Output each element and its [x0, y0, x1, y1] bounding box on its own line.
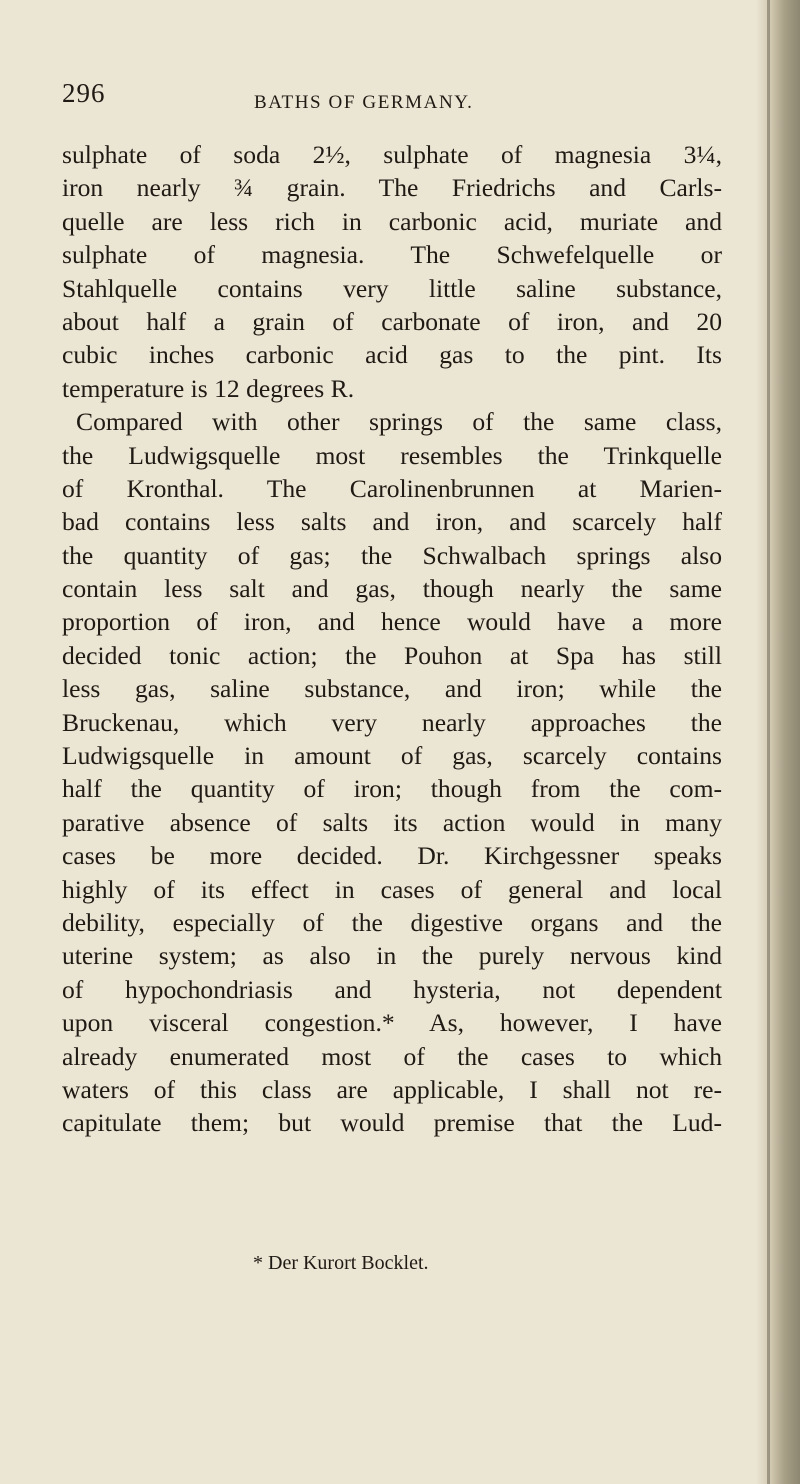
text-line: bad contains less salts and iron, and scarcely half	[62, 507, 722, 537]
text-line: Bruckenau, which very nearly approaches the	[62, 707, 722, 737]
text-line: Compared with other springs of the same class,	[76, 407, 722, 437]
text-line: the quantity of gas; the Schwalbach springs also	[62, 540, 722, 570]
text-line: Ludwigsquelle in amount of gas, scarcely contains	[62, 741, 722, 771]
page-header	[62, 78, 682, 114]
text-line: sulphate of magnesia. The Schwefelquelle or	[62, 240, 722, 270]
binding-shadow-line	[767, 0, 770, 1484]
text-line: iron nearly ¾ grain. The Friedrichs and Carls-	[62, 173, 722, 203]
text-line: about half a grain of carbonate of iron, and 20	[62, 306, 722, 336]
body-text	[62, 138, 722, 1140]
text-line: upon visceral congestion.* As, however, I have	[62, 1008, 722, 1038]
page-binding-edge	[756, 0, 800, 1484]
text-line: uterine system; as also in the purely nervous kind	[62, 941, 722, 971]
text-line: less gas, saline substance, and iron; while the	[62, 674, 722, 704]
text-line: proportion of iron, and hence would have a more	[62, 607, 722, 637]
running-head: BATHS OF GERMANY.	[254, 92, 474, 113]
text-line: of Kronthal. The Carolinenbrunnen at Marien-	[62, 473, 722, 503]
text-line: cases be more decided. Dr. Kirchgessner speaks	[62, 841, 722, 871]
text-line: highly of its effect in cases of general and local	[62, 874, 722, 904]
text-line: already enumerated most of the cases to which	[62, 1041, 722, 1071]
text-line: sulphate of soda 2½, sulphate of magnesia 3¼,	[62, 140, 722, 169]
text-line: temperature is 12 degrees R.	[62, 373, 355, 403]
text-line: quelle are less rich in carbonic acid, muriate and	[62, 206, 722, 236]
text-line: Stahlquelle contains very little saline substance,	[62, 273, 722, 303]
text-line: waters of this class are applicable, I shall not re-	[62, 1074, 722, 1104]
text-line: the Ludwigsquelle most resembles the Trinkquelle	[62, 440, 722, 470]
footnote: * Der Kurort Bocklet.	[253, 1252, 429, 1274]
text-line: contain less salt and gas, though nearly the same	[62, 574, 722, 604]
text-line: cubic inches carbonic acid gas to the pint. Its	[62, 340, 722, 370]
text-line: decided tonic action; the Pouhon at Spa has still	[62, 640, 722, 670]
text-line: debility, especially of the digestive organs and the	[62, 907, 722, 937]
page-number: 296	[62, 78, 106, 108]
text-line: capitulate them; but would premise that the Lud-	[62, 1108, 722, 1138]
text-line: parative absence of salts its action would in many	[62, 807, 722, 837]
text-line: of hypochondriasis and hysteria, not dependent	[62, 974, 722, 1004]
text-line: half the quantity of iron; though from the com-	[62, 774, 722, 804]
